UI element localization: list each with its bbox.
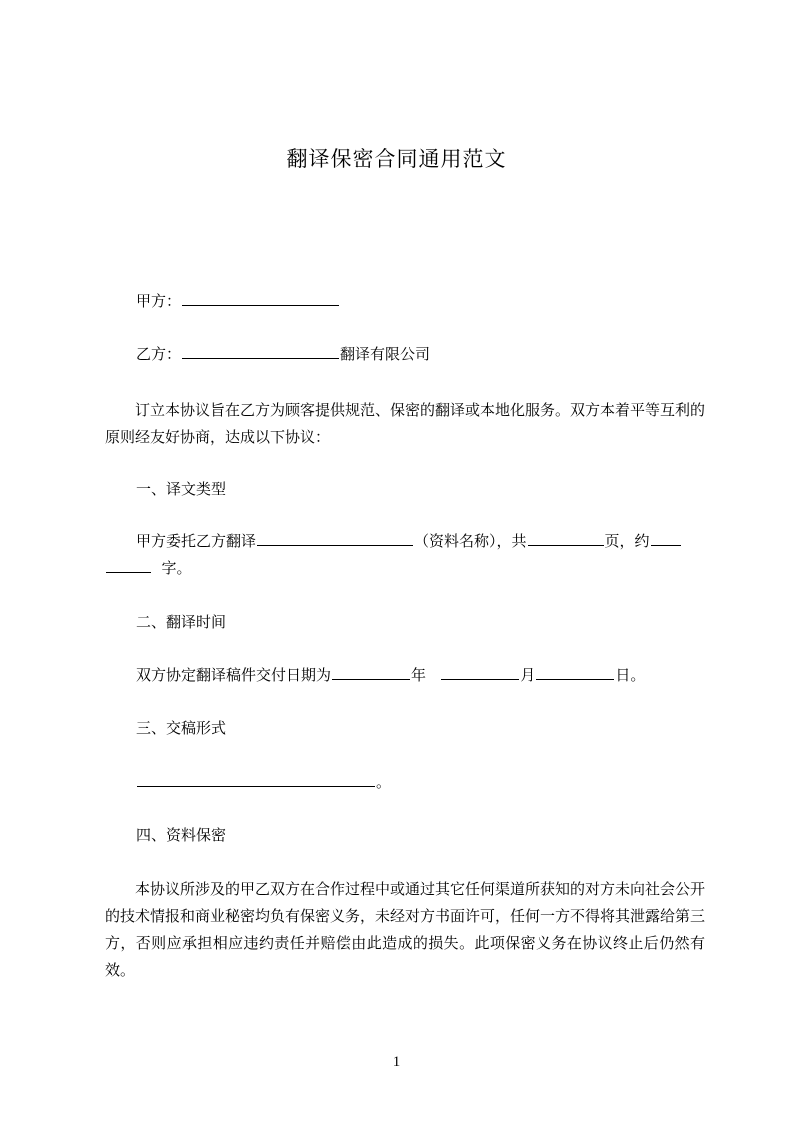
year-blank [332,664,410,680]
party-a-label: 甲方： [136,292,182,310]
section-3-text: 。 [376,773,392,791]
party-a-line [136,290,340,312]
intro-paragraph: 订立本协议旨在乙方为顾客提供规范、保密的翻译或本地化服务。双方本着平等互利的原则经友好协商，达成以下协议： [105,401,706,446]
section-2-text-a: 双方协定翻译稿件交付日期为 [136,666,332,684]
day-blank [536,664,614,680]
section-1-text-a: 甲方委托乙方翻译 [136,532,257,550]
section-heading-3: 三、交稿形式 [136,719,227,737]
section-1-text-d: 字。 [161,559,192,577]
party-b-label: 乙方： [136,345,182,363]
month-blank [441,664,519,680]
confidentiality-paragraph: 本协议所涉及的甲乙双方在合作过程中或通过其它任何渠道所获知的对方未向社会公开的技术情报和商业秘密均负有保密义务，未经对方书面许可，任何一方不得将其泄露给第三方，否则应承担相应违约责任并赔偿由此造成的损失。此项保密义务在协议终止后仍然有效。 [105,880,706,979]
section-1-line [136,530,682,552]
page-count-blank [528,530,604,546]
party-b-line [136,343,430,365]
year-label: 年 [411,666,427,684]
party-b-suffix: 翻译有限公司 [340,345,431,363]
page-number: 1 [392,1054,401,1070]
month-label: 月 [520,666,536,684]
section-heading-1: 一、译文类型 [136,480,227,498]
word-count-blank-a [651,530,681,546]
section-heading-2: 二、翻译时间 [136,613,227,631]
section-3-line [136,771,391,793]
delivery-form-blank [137,771,375,787]
section-1-text-b: （资料名称），共 [414,532,527,550]
word-count-blank-b [106,557,151,573]
day-label: 日。 [615,666,646,684]
section-1-text-c: 页，约 [604,532,650,550]
document-title: 翻译保密合同通用范文 [286,147,507,171]
section-2-line [136,664,645,686]
document-name-blank [257,530,413,546]
party-a-blank [182,290,339,306]
section-heading-4: 四、资料保密 [136,826,227,844]
party-b-blank [182,343,339,359]
section-1-line-2 [105,557,192,579]
